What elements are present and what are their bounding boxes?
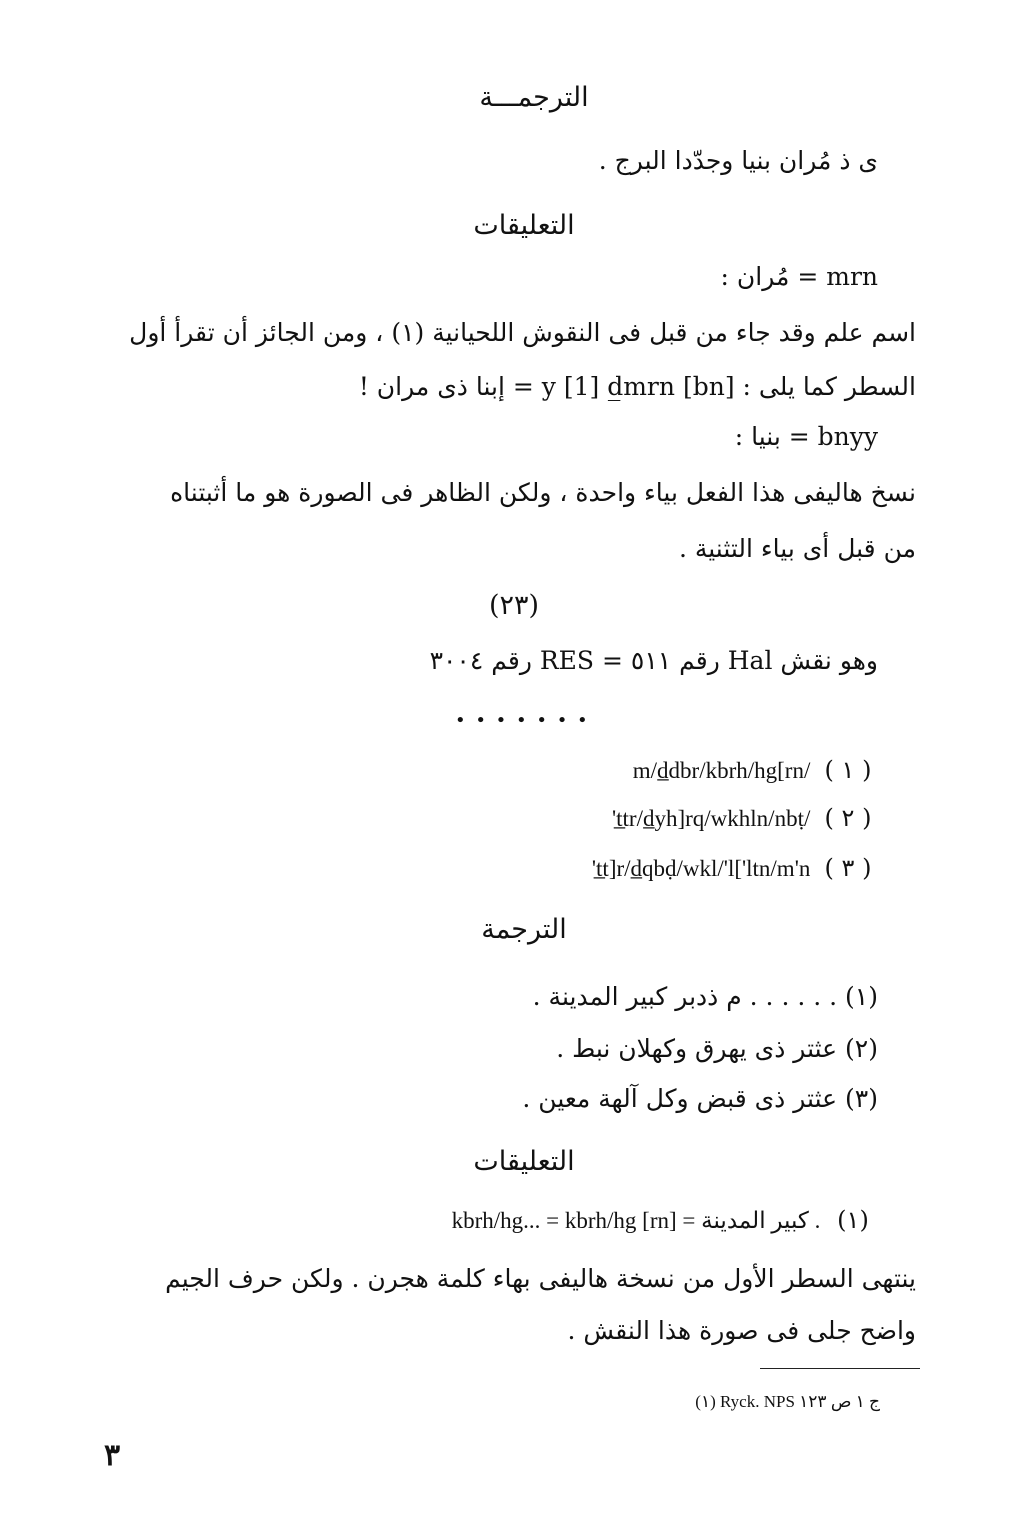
comments-heading: التعليقات: [473, 210, 575, 241]
transliteration-line: [633, 756, 878, 784]
ellipsis-dots: • • • • • • •: [455, 710, 590, 731]
comment-paragraph-line: من قبل أى بياء التثنية .: [678, 534, 916, 563]
footnote-divider: [760, 1368, 920, 1369]
inscription-reference: وهو نقش Hal رقم ٥١١ = RES رقم ٣٠٠٤: [429, 646, 878, 675]
footnote: (١) Ryck. NPS ج ١ ص ١٢٣: [695, 1392, 880, 1411]
translation-line: [556, 1034, 878, 1063]
line-number: (١): [845, 982, 878, 1011]
transliteration-text: 't̲t]r/d̲qbḍ/wkl/'l['ltn/m'n: [591, 856, 811, 881]
page-number: ٣: [104, 1438, 121, 1473]
translation-line: [533, 982, 878, 1011]
line-number: ( ١ ): [824, 756, 872, 784]
comment-paragraph-line: نسخ هاليفى هذا الفعل بياء واحدة ، ولكن الظاهر فى الصورة هو ما أثبتناه: [170, 478, 916, 507]
translation-text: . . . . . . م ذدبر كبير المدينة .: [532, 982, 838, 1011]
comment-line: [452, 1206, 878, 1234]
translation-text: عثتر ذى يهرق وكهلان نبط .: [556, 1034, 838, 1063]
comment-text: kbrh/hg... = kbrh/hg [rn] = كبير المدينة .: [451, 1208, 821, 1233]
line-number: (٣): [845, 1084, 878, 1113]
inscription-number: (٢٣): [488, 590, 540, 621]
translation-text: ى ذ مُران بنيا وجدّدا البرج .: [598, 146, 878, 175]
transliteration-text: 't̲tr/d̲yh]rq/wkhln/nbṭ/: [612, 806, 811, 831]
line-number: ( ٢ ): [824, 804, 872, 832]
line-number: (١): [837, 1206, 869, 1234]
comment-paragraph-line: السطر كما يلى : [bn] y [1] d̲mrn = إبنا ذى مران !: [358, 372, 916, 401]
transliteration-line: [612, 804, 878, 832]
term-mrn: mrn = مُران :: [720, 262, 878, 291]
translation-heading: الترجمة: [481, 914, 567, 945]
line-number: (٢): [845, 1034, 878, 1063]
term-bnyy: bnyy = بنيا :: [734, 422, 878, 451]
comments-heading: التعليقات: [473, 1146, 575, 1177]
comment-paragraph-line: اسم علم وقد جاء من قبل فى النقوش اللحيانية (١) ، ومن الجائز أن تقرأ أول: [129, 318, 916, 347]
comment-paragraph-line: ينتهى السطر الأول من نسخة هاليفى بهاء كلمة هجرن . ولكن حرف الجيم: [165, 1264, 916, 1293]
translation-line: [522, 1084, 878, 1113]
line-number: ( ٣ ): [824, 854, 872, 882]
translation-heading: الترجمـــة: [479, 82, 589, 113]
transliteration-line: [592, 854, 878, 882]
transliteration-text: m/d̲dbr/kbrh/hg[rn/: [632, 758, 811, 783]
translation-text: عثتر ذى قبض وكل آلهة معين .: [522, 1084, 838, 1113]
comment-paragraph-line: واضح جلى فى صورة هذا النقش .: [567, 1316, 916, 1345]
